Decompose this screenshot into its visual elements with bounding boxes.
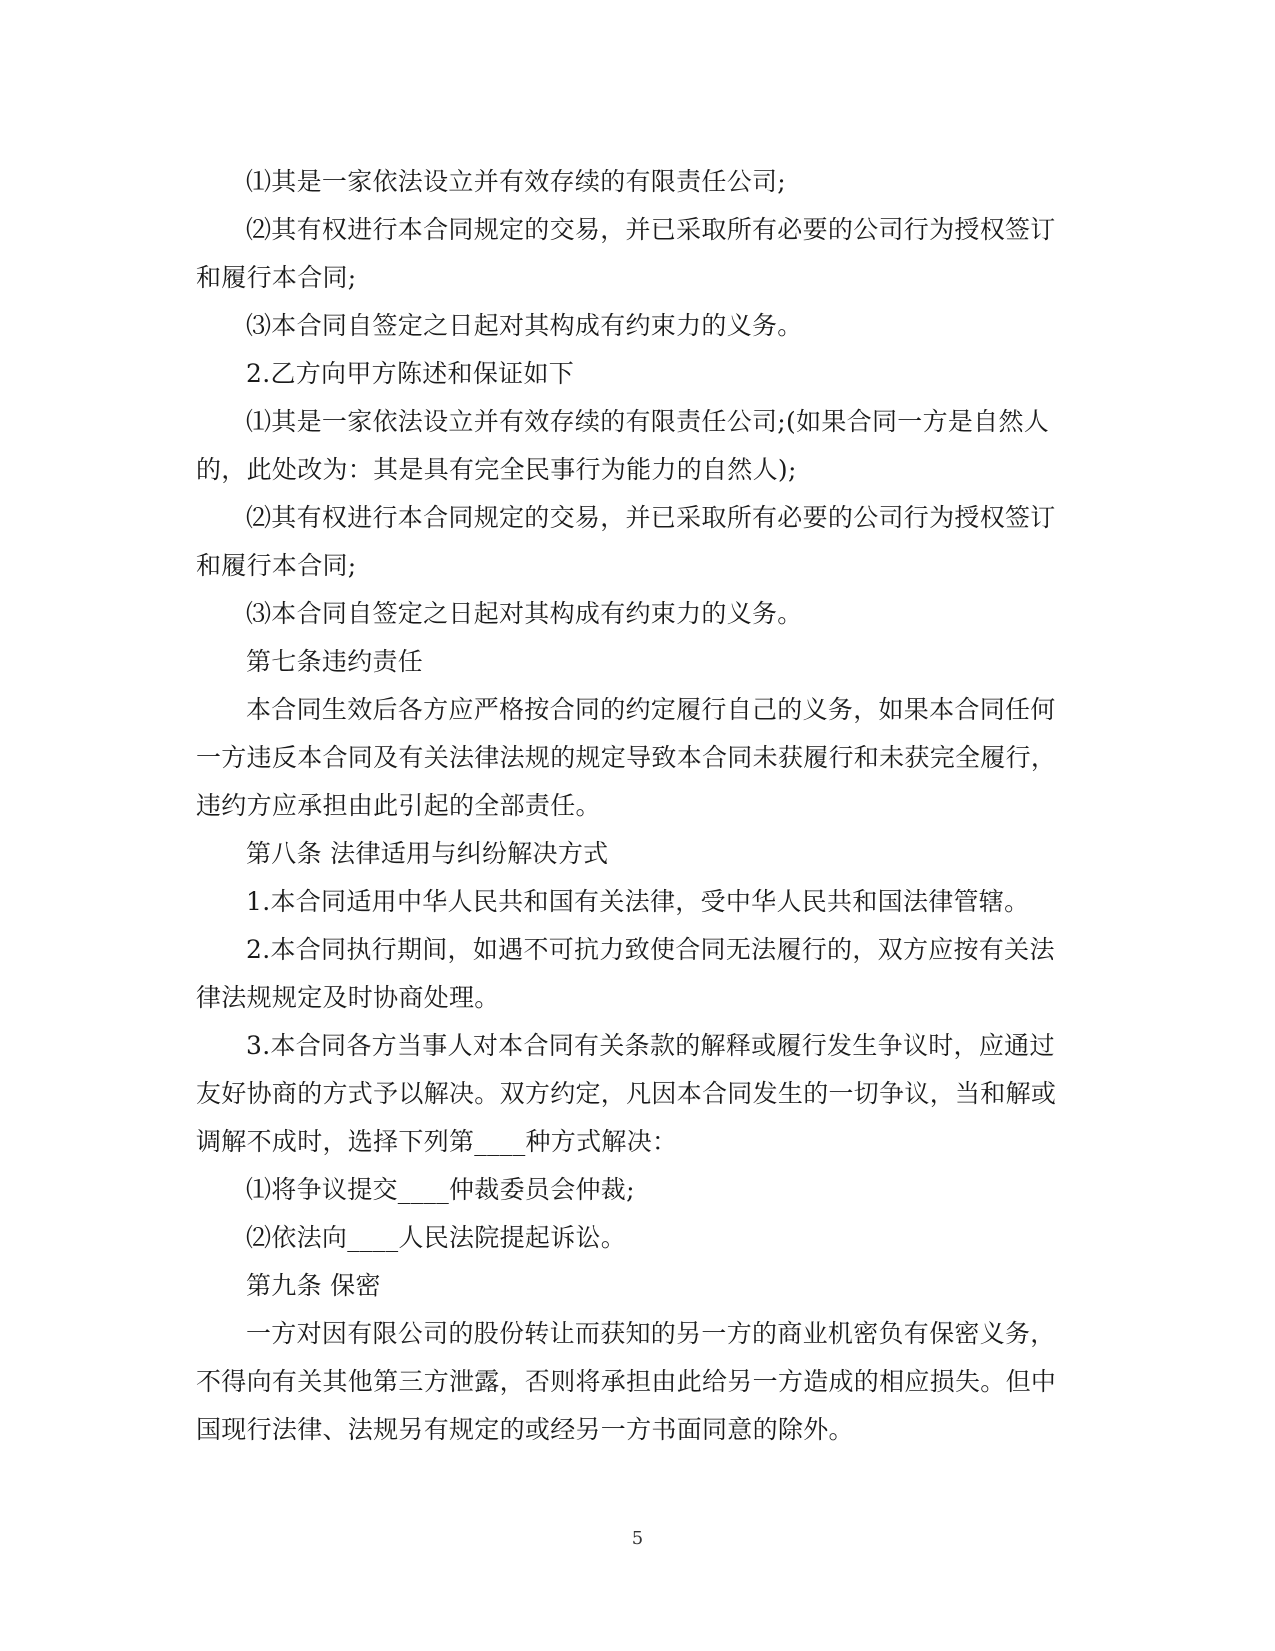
paragraph: 2.本合同执行期间，如遇不可抗力致使合同无法履行的，双方应按有关法律法规规定及时协商处理。 xyxy=(196,935,1055,1012)
paragraph: ⑵其有权进行本合同规定的交易，并已采取所有必要的公司行为授权签订和履行本合同; xyxy=(196,215,1056,292)
section-heading: 第七条违约责任 xyxy=(246,647,424,676)
paragraph: ⑴其是一家依法设立并有效存续的有限责任公司; xyxy=(246,167,787,196)
document-body xyxy=(196,158,1076,1454)
page-number: 5 xyxy=(631,1528,644,1549)
section-heading: 第九条 保密 xyxy=(246,1271,381,1300)
section-heading: 第八条 法律适用与纠纷解决方式 xyxy=(246,839,609,868)
paragraph: ⑶本合同自签定之日起对其构成有约束力的义务。 xyxy=(246,311,803,340)
paragraph: 一方对因有限公司的股份转让而获知的另一方的商业机密负有保密义务，不得向有关其他第三方泄露，否则将承担由此给另一方造成的相应损失。但中国现行法律、法规另有规定的或经另一方书面同意的除外。 xyxy=(196,1319,1057,1444)
paragraph: 3.本合同各方当事人对本合同有关条款的解释或履行发生争议时，应通过友好协商的方式予以解决。双方约定，凡因本合同发生的一切争议，当和解或调解不成时，选择下列第____种方式解决： xyxy=(196,1031,1057,1156)
paragraph: ⑴将争议提交____仲裁委员会仲裁; xyxy=(246,1175,635,1204)
paragraph: 1.本合同适用中华人民共和国有关法律，受中华人民共和国法律管辖。 xyxy=(246,887,1030,916)
paragraph: 本合同生效后各方应严格按合同的约定履行自己的义务，如果本合同任何一方违反本合同及有关法律法规的规定导致本合同未获履行和未获完全履行，违约方应承担由此引起的全部责任。 xyxy=(196,695,1057,820)
paragraph: 2.乙方向甲方陈述和保证如下 xyxy=(246,359,575,388)
paragraph: ⑵依法向____人民法院提起诉讼。 xyxy=(246,1223,627,1252)
paragraph: ⑴其是一家依法设立并有效存续的有限责任公司;(如果合同一方是自然人的，此处改为：其是具有完全民事行为能力的自然人); xyxy=(196,407,1050,484)
paragraph: ⑵其有权进行本合同规定的交易，并已采取所有必要的公司行为授权签订和履行本合同; xyxy=(196,503,1056,580)
paragraph: ⑶本合同自签定之日起对其构成有约束力的义务。 xyxy=(246,599,803,628)
